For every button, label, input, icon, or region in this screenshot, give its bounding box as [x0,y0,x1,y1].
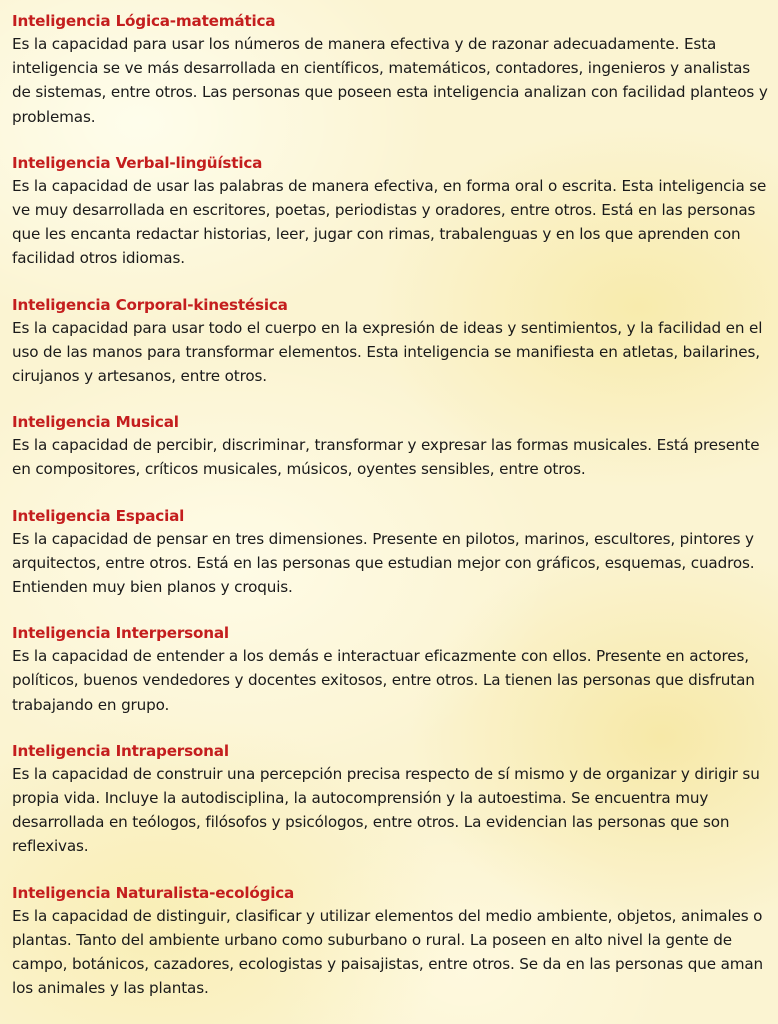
section-title: Inteligencia Musical [12,413,179,432]
section-interpersonal [12,622,772,717]
section-text: Es la capacidad de usar las palabras de manera efectiva, en forma oral o escrita. Esta inteligencia se ve muy desarrollada en escritores, poetas, periodistas y oradores, entre otros. Está en las personas que les encanta redactar historias, leer, jugar con rimas, trabalenguas y en los que aprenden con facilidad otros idiomas. [12,176,767,268]
section-title: Inteligencia Intrapersonal [12,741,229,760]
section-title: Inteligencia Naturalista-ecológica [12,883,295,902]
section-naturalista-ecologica [12,882,772,1001]
document-page [12,10,772,1023]
section-title: Inteligencia Interpersonal [12,624,229,643]
section-corporal-kinestesica [12,294,772,389]
section-text: Es la capacidad de pensar en tres dimensiones. Presente en pilotos, marinos, escultores, pintores y arquitectos, entre otros. Está en las personas que estudian mejor con gráficos, esquemas, cuadros. Entienden muy bien planos y croquis. [12,529,755,597]
section-musical [12,411,772,481]
section-verbal-linguistica [12,152,772,271]
section-title: Inteligencia Lógica-matemática [12,12,276,30]
section-text: Es la capacidad de construir una percepción precisa respecto de sí mismo y de organizar y dirigir su propia vida. Incluye la autodisciplina, la autocomprensión y la autoestima. Se encuentra muy desarrollada en teólogos, filósofos y psicólogos, entre otros. La evidencian las personas que son reflexivas. [12,764,760,856]
section-title: Inteligencia Verbal-lingüística [12,153,263,172]
section-text: Es la capacidad de entender a los demás e interactuar eficazmente con ellos. Presente en actores, políticos, buenos vendedores y docentes exitosos, entre otros. La tienen las personas que disfrutan trabajando en grupo. [12,647,755,714]
section-text: Es la capacidad para usar todo el cuerpo en la expresión de ideas y sentimientos, y la facilidad en el uso de las manos para transformar elementos. Esta inteligencia se manifiesta en atletas, bailarines, cirujanos y artesanos, entre otros. [12,318,763,386]
section-logica-matematica [12,10,772,129]
section-text: Es la capacidad de percibir, discriminar, transformar y expresar las formas musicales. Está presente en compositores, críticos musicales, músicos, oyentes sensibles, entre otros. [12,436,760,479]
section-text: Es la capacidad para usar los números de manera efectiva y de razonar adecuadamente. Esta inteligencia se ve más desarrollada en científicos, matemáticos, contadores, ingenieros y analistas de sistemas, entre otros. Las personas que poseen esta inteligencia analizan con facilidad planteos y problemas. [12,35,768,126]
section-espacial [12,505,772,600]
section-text: Es la capacidad de distinguir, clasificar y utilizar elementos del medio ambiente, objetos, animales o plantas. Tanto del ambiente urbano como suburbano o rural. La poseen en alto nivel la gente de campo, botánicos, cazadores, ecologistas y paisajistas, entre otros. Se da en las personas que aman los animales y las plantas. [12,906,764,998]
section-title: Inteligencia Espacial [12,506,185,525]
section-title: Inteligencia Corporal-kinestésica [12,295,288,314]
section-intrapersonal [12,740,772,859]
